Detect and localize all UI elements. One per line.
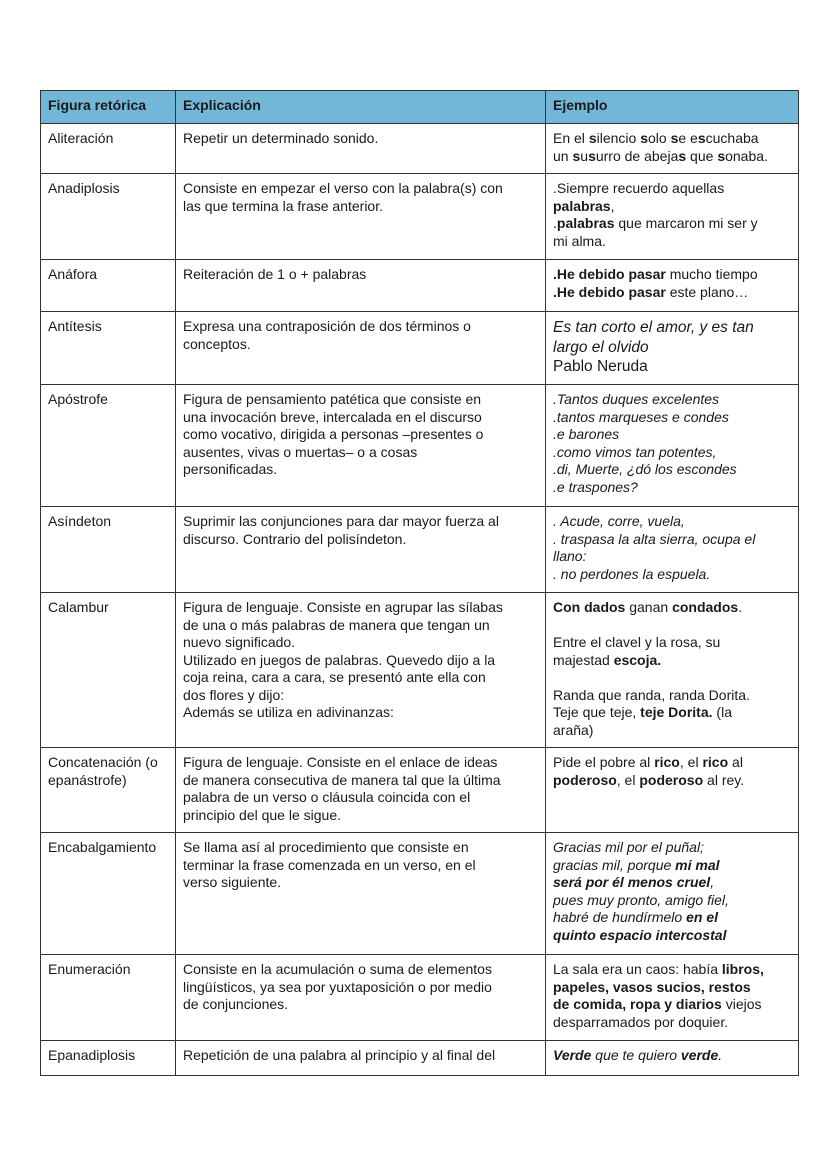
example-line: [553, 722, 791, 740]
explanation: Repetir un determinado sonido.: [176, 124, 546, 174]
table-row: [41, 124, 799, 174]
example-text: escoja.: [613, 651, 662, 668]
example-text: este plano…: [665, 283, 749, 300]
example-text: Es tan corto el amor, y es tan: [553, 319, 754, 336]
example-line: [553, 927, 791, 945]
figure-name: Concatenación (o epanástrofe): [41, 748, 176, 833]
example-text: al rey.: [703, 771, 745, 788]
example-text: desparramados por doquier.: [553, 1013, 729, 1030]
example-text: s: [588, 130, 597, 146]
example: [546, 955, 799, 1041]
example-line: [553, 566, 791, 584]
example-text: (la: [712, 704, 732, 720]
example-text: Entre el clavel y la rosa, su: [553, 634, 721, 650]
example-text: urro de abeja: [595, 147, 679, 164]
example-text: un: [553, 147, 573, 164]
figure-name: Anáfora: [41, 260, 176, 312]
example-line: [553, 391, 791, 409]
example-text: teje Dorita.: [640, 704, 713, 720]
example-text: Verde: [553, 1047, 592, 1063]
example-line: [553, 617, 791, 635]
figure-name: Calambur: [41, 593, 176, 748]
example-line: [553, 338, 791, 358]
example-text: s: [588, 147, 596, 164]
example-text: ,: [610, 197, 615, 214]
example-line: [553, 130, 791, 148]
example-line: [553, 754, 791, 772]
explanation: Consiste en empezar el verso con la palabra(s) con las que termina la frase anterior.: [176, 174, 546, 260]
example: [546, 260, 799, 312]
example-text: s: [717, 147, 726, 164]
example-line: [553, 318, 791, 338]
example-line: [553, 874, 791, 892]
example-text: araña): [553, 721, 594, 738]
table-row: [41, 312, 799, 385]
table-row: [41, 833, 799, 955]
table-row: [41, 385, 799, 507]
example-text: palabras: [556, 215, 615, 231]
example-text: , el: [679, 754, 703, 770]
example-text: olo: [648, 130, 671, 146]
example-text: . traspasa la alta sierra, ocupa el: [553, 530, 756, 547]
example-text: Con dados: [553, 599, 626, 615]
rhetorical-figures-table: [40, 90, 799, 1076]
example-text: , el: [616, 771, 640, 788]
example-text: cuchaba: [705, 130, 759, 146]
example-text: verde: [680, 1047, 719, 1063]
example-line: [553, 652, 791, 670]
example-line: [553, 426, 791, 444]
example-text: u: [580, 147, 589, 164]
figure-name: Apóstrofe: [41, 385, 176, 507]
figure-name: Aliteración: [41, 124, 176, 174]
explanation: Reiteración de 1 o + palabras: [176, 260, 546, 312]
figure-name: Enumeración: [41, 955, 176, 1041]
example-text: será por él menos cruel: [553, 874, 711, 890]
example-text: condados: [672, 599, 739, 615]
example-line: [553, 772, 791, 790]
example-text: largo el olvido: [553, 338, 649, 356]
table-row: [41, 507, 799, 593]
header-explanation: Explicación: [176, 91, 546, 124]
example-text: La sala era un caos: había: [553, 961, 722, 977]
example-text: gracias mil, porque: [553, 856, 676, 873]
example-line: [553, 266, 791, 284]
example-text: rico: [702, 754, 729, 770]
example-text: pues muy pronto, amigo fiel,: [553, 891, 729, 908]
example-text: viejos: [721, 996, 762, 1012]
table-row: [41, 955, 799, 1041]
example-text: llano:: [553, 548, 587, 564]
example-text: En el: [553, 130, 589, 146]
example-line: [553, 357, 791, 377]
example: [546, 593, 799, 748]
example-text: ganan: [625, 599, 673, 615]
example-line: [553, 409, 791, 427]
example-text: .: [738, 599, 743, 615]
example-line: [553, 198, 791, 216]
table-row: [41, 1041, 799, 1076]
example-text: que marcaron mi ser y: [614, 215, 758, 231]
example-line: [553, 233, 791, 251]
example-text: Pablo Neruda: [553, 358, 648, 375]
example-line: [553, 548, 791, 566]
example-line: [553, 669, 791, 687]
figure-name: Epanadiplosis: [41, 1041, 176, 1076]
figure-name: Antítesis: [41, 312, 176, 385]
example-line: [553, 479, 791, 497]
example: [546, 174, 799, 260]
example-text: .: [718, 1047, 723, 1063]
example-text: s: [670, 130, 679, 146]
example-line: [553, 634, 791, 652]
example-line: [553, 979, 791, 997]
explanation: Figura de lenguaje. Consiste en agrupar las sílabas de una o más palabras de manera que tengan un nuevo significado. Utilizado en juegos de palabras. Quevedo dijo a la coja reina, cara a cara, se presentó ante ella con dos flores y dijo: Además se utiliza en adivinanzas:: [176, 593, 546, 748]
figure-name: Asíndeton: [41, 507, 176, 593]
example-text: s: [572, 147, 581, 164]
figure-name: Anadiplosis: [41, 174, 176, 260]
example-text: .e traspones?: [553, 478, 638, 495]
explanation: Expresa una contraposición de dos términos o conceptos.: [176, 312, 546, 385]
example-line: [553, 284, 791, 302]
example: [546, 748, 799, 833]
example-text: .He debido pasar: [553, 283, 666, 300]
table-row: [41, 748, 799, 833]
example-line: [553, 461, 791, 479]
table-header-row: [41, 91, 799, 124]
example-text: poderoso: [639, 771, 704, 788]
explanation: Se llama así al procedimiento que consiste en terminar la frase comenzada en un verso, en el verso siguiente.: [176, 833, 546, 955]
example-text: que te quiero: [591, 1047, 681, 1063]
example-text: poderoso: [553, 771, 617, 788]
example-line: [553, 839, 791, 857]
example-line: [553, 513, 791, 531]
example-line: [553, 909, 791, 927]
header-figure: Figura retórica: [41, 91, 176, 124]
example-text: onaba.: [725, 147, 768, 164]
example-text: al: [728, 754, 743, 770]
explanation: Suprimir las conjunciones para dar mayor fuerza al discurso. Contrario del polisíndeton.: [176, 507, 546, 593]
example-line: [553, 996, 791, 1014]
example-line: [553, 444, 791, 462]
example-text: que: [686, 147, 718, 164]
example-text: majestad: [553, 651, 614, 668]
example-text: libros,: [721, 961, 764, 977]
example-text: .tantos marqueses e condes: [553, 408, 729, 425]
explanation: Consiste en la acumulación o suma de elementos lingüísticos, ya sea por yuxtaposición o por medio de conjunciones.: [176, 955, 546, 1041]
example-text: papeles, vasos sucios, restos: [553, 978, 751, 995]
example-text: s: [697, 130, 706, 146]
example: [546, 312, 799, 385]
example-text: Teje que teje,: [553, 704, 641, 720]
figure-name: Encabalgamiento: [41, 833, 176, 955]
example-text: palabras: [553, 197, 611, 214]
example: [546, 385, 799, 507]
example-line: [553, 704, 791, 722]
header-example: Ejemplo: [546, 91, 799, 124]
example-line: [553, 892, 791, 910]
example-text: Randa que randa, randa Dorita.: [553, 686, 750, 703]
example-text: mucho tiempo: [665, 266, 758, 282]
example-text: ,: [710, 874, 715, 890]
explanation: Figura de lenguaje. Consiste en el enlace de ideas de manera consecutiva de manera tal que la última palabra de un verso o cláusula coincida con el principio del que le sigue.: [176, 748, 546, 833]
example-text: Gracias mil por el puñal;: [553, 839, 704, 855]
example-text: s: [678, 147, 687, 164]
example-line: [553, 1047, 791, 1065]
example-text: s: [640, 130, 648, 146]
example-text: de comida, ropa y diarios: [553, 996, 722, 1012]
example-text: .como vimos tan potentes,: [553, 443, 717, 460]
explanation: Repetición de una palabra al principio y al final del: [176, 1041, 546, 1076]
example-text: . Acude, corre, vuela,: [553, 513, 685, 529]
example: [546, 507, 799, 593]
example-text: Pide el pobre al: [553, 754, 655, 770]
example-text: .di, Muerte, ¿dó los escondes: [553, 461, 737, 477]
example-text: mi alma.: [553, 232, 606, 249]
table-row: [41, 174, 799, 260]
explanation: Figura de pensamiento patética que consiste en una invocación breve, intercalada en el discurso como vocativo, dirigida a personas –presentes o ausentes, vivas o muertas– o a cosas personificadas.: [176, 385, 546, 507]
example-line: [553, 531, 791, 549]
table-row: [41, 260, 799, 312]
example-line: [553, 148, 791, 166]
example: [546, 1041, 799, 1076]
example-line: [553, 961, 791, 979]
example: [546, 833, 799, 955]
example-text: . no perdones la espuela.: [553, 565, 711, 582]
table-row: [41, 593, 799, 748]
example-text: habré de hundírmelo: [553, 909, 687, 925]
example-text: mi mal: [675, 856, 720, 873]
example: [546, 124, 799, 174]
example-line: [553, 215, 791, 233]
example-text: quinto espacio intercostal: [553, 926, 727, 943]
example-text: e e: [678, 130, 698, 146]
example-text: .Tantos duques excelentes: [553, 391, 720, 407]
example-text: ilencio: [596, 130, 641, 146]
example-line: [553, 180, 791, 198]
example-line: [553, 599, 791, 617]
example-text: .e barones: [553, 426, 620, 442]
example-line: [553, 687, 791, 705]
example-text: .: [553, 215, 557, 231]
example-text: .He debido pasar: [553, 266, 666, 282]
example-text: .Siempre recuerdo aquellas: [553, 180, 725, 196]
example-text: en el: [686, 909, 718, 925]
example-line: [553, 1014, 791, 1032]
example-line: [553, 857, 791, 875]
example-text: rico: [654, 754, 680, 770]
